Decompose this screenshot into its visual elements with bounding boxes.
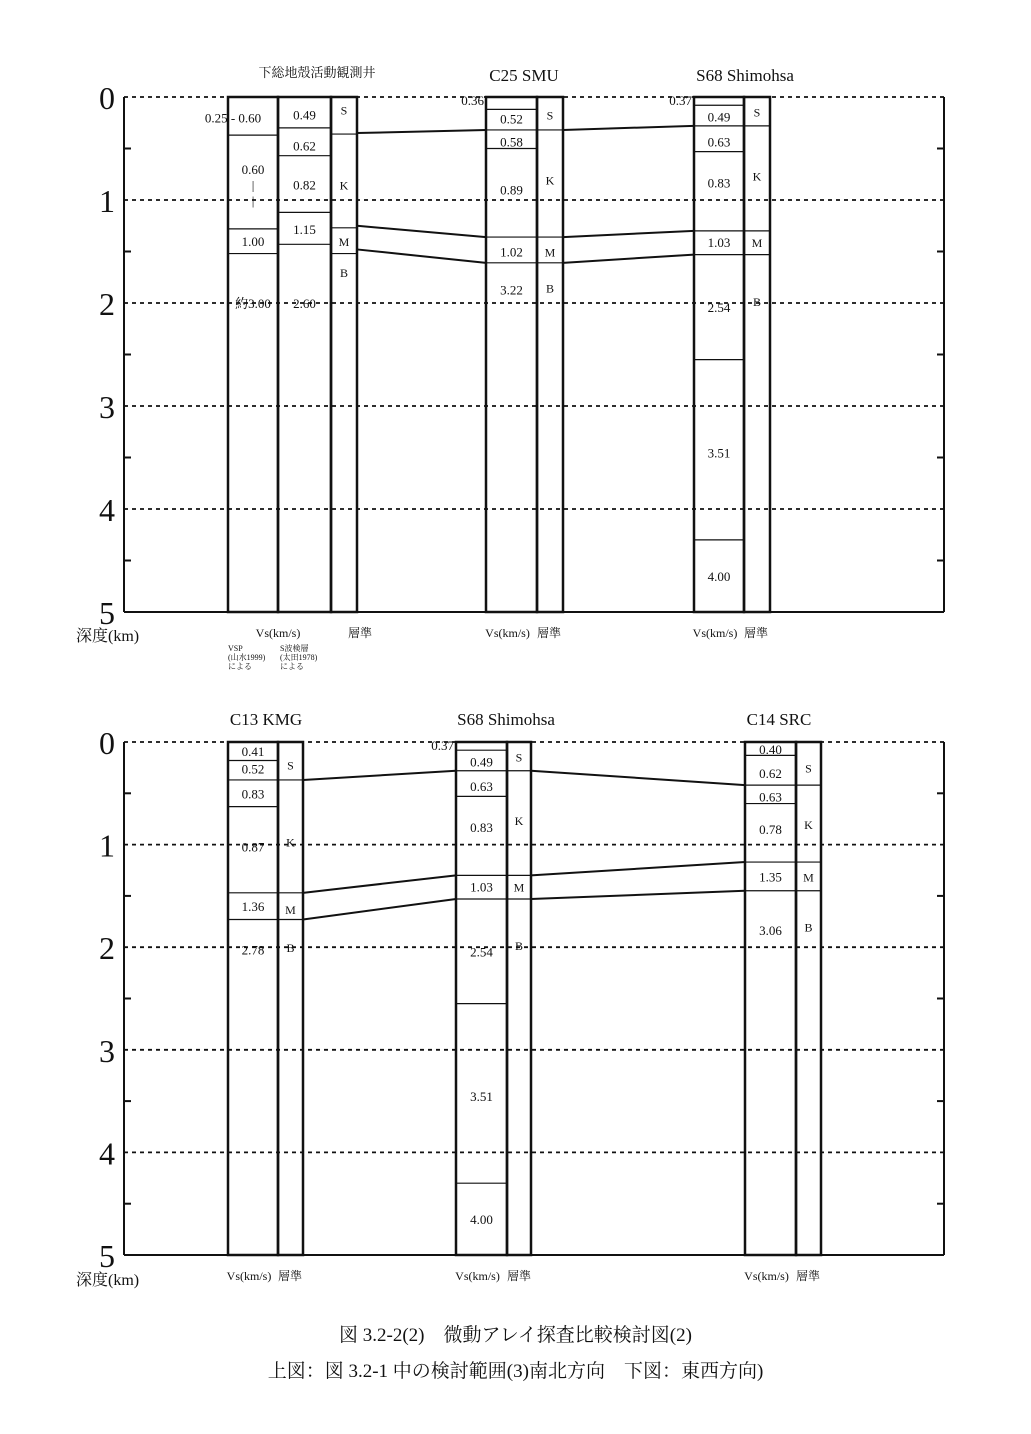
- vs-value-label: 2.78: [241, 942, 265, 958]
- vs-value-label: 0.60: [241, 162, 265, 178]
- source-note: (山水1999): [228, 653, 266, 662]
- depth-tick-label: 3: [99, 389, 115, 425]
- vs-value-label: 0.63: [759, 789, 782, 805]
- vs-value-label: 0.62: [293, 138, 316, 154]
- layer-axis-footer: 層準: [506, 1269, 532, 1283]
- well-title: S68 Shimohsa: [457, 710, 555, 729]
- depth-tick-label: 0: [99, 725, 115, 761]
- horizon-correlation-line: [531, 862, 745, 875]
- vs-value-label: 1.03: [470, 879, 493, 895]
- vs-axis-footer: Vs(km/s): [485, 626, 530, 640]
- surface-layer-value: 0.37: [669, 93, 692, 108]
- horizon-correlation-line: [563, 231, 694, 237]
- vs-column-frame: [456, 742, 507, 1255]
- vs-value-label: 0.63: [707, 134, 731, 150]
- vs-axis-footer: Vs(km/s): [226, 1269, 272, 1283]
- depth-tick-label: 4: [99, 492, 115, 528]
- vs-value-label: 0.63: [470, 779, 493, 795]
- vs-value-label: 0.78: [759, 822, 782, 838]
- depth-tick-label: 5: [99, 1238, 115, 1274]
- vs-value-label: 0.83: [241, 786, 265, 802]
- layer-name-label: S: [546, 108, 554, 123]
- layer-column-frame: [278, 742, 303, 1255]
- depth-tick-label: 2: [99, 286, 115, 322]
- layer-name-label: M: [544, 245, 556, 260]
- vs-column-frame: [486, 97, 537, 612]
- horizon-correlation-line: [303, 875, 456, 892]
- layer-column-frame: [331, 97, 357, 612]
- layer-axis-footer: 層準: [743, 626, 769, 640]
- vs-value-label: 0.87: [241, 839, 265, 855]
- layer-name-label: K: [545, 173, 555, 188]
- layer-name-label: S: [753, 105, 761, 120]
- vs-value-label: 1.00: [241, 234, 265, 250]
- vs-value-label: 4.00: [707, 568, 731, 584]
- vs-column-frame: [694, 97, 744, 612]
- vs-value-label: 3.22: [500, 282, 523, 298]
- source-note: (太田1978): [280, 653, 318, 662]
- vs-value-label: 0.83: [470, 820, 493, 836]
- vs-value-label: 0.41: [241, 744, 265, 760]
- vs-value-label: |: [251, 193, 255, 208]
- depth-tick-label: 4: [99, 1135, 115, 1172]
- layer-name-label: B: [514, 939, 524, 954]
- layer-axis-footer: 層準: [277, 1269, 303, 1283]
- vs-axis-footer: Vs(km/s): [692, 626, 738, 640]
- layer-name-label: B: [545, 281, 555, 296]
- vs-value-label: 4.00: [470, 1212, 493, 1228]
- vs-value-label: 0.83: [707, 175, 731, 191]
- vs-value-label: 0.89: [500, 182, 523, 198]
- horizon-correlation-line: [357, 130, 486, 133]
- layer-name-label: S: [515, 750, 523, 765]
- layer-name-label: B: [286, 941, 295, 956]
- vs-value-label: |: [251, 177, 255, 193]
- layer-name-label: M: [803, 870, 814, 885]
- depth-tick-label: 1: [99, 827, 115, 864]
- well-title: C13 KMG: [229, 710, 303, 729]
- layer-name-label: K: [804, 818, 813, 833]
- source-note: による: [280, 662, 304, 671]
- caption-line-2: 上図：図 3.2-1 中の検討範囲(3)南北方向 下図：東西方向): [267, 1361, 764, 1382]
- caption-line-1: 図 3.2-2(2) 微動アレイ探査比較検討図(2): [339, 1325, 692, 1346]
- vs-column-frame: [278, 97, 331, 612]
- vs-value-label: 3.06: [759, 922, 782, 938]
- layer-name-label: B: [339, 266, 349, 281]
- source-note: による: [228, 662, 252, 671]
- layer-name-label: S: [287, 758, 294, 773]
- layer-name-label: K: [339, 178, 349, 193]
- surface-layer-value: 0.36: [461, 93, 484, 108]
- vs-value-label: 1.15: [293, 221, 316, 237]
- horizon-correlation-line: [303, 771, 456, 780]
- vs-value-label: 0.25 - 0.60: [204, 110, 262, 126]
- vs-value-label: 3.51: [707, 445, 731, 461]
- vs-axis-footer: Vs(km/s): [255, 626, 301, 640]
- depth-axis-title: 深度(km): [76, 628, 140, 645]
- surface-layer-value: 0.37: [431, 738, 454, 753]
- well-title: 下総地殻活動観測井: [258, 65, 376, 80]
- depth-axis-title: 深度(km): [76, 1272, 140, 1289]
- vs-value-label: 1.03: [707, 235, 731, 251]
- source-note: VSP: [228, 644, 243, 653]
- vs-column-frame: [745, 742, 796, 1255]
- well-title: C14 SRC: [746, 710, 812, 729]
- vs-value-label: 3.51: [470, 1088, 493, 1104]
- vs-value-label: 約3.00: [235, 296, 271, 311]
- vs-value-label: 2.54: [470, 944, 493, 960]
- depth-tick-label: 1: [99, 183, 115, 219]
- horizon-correlation-line: [357, 226, 486, 237]
- layer-name-label: M: [751, 236, 763, 251]
- horizon-correlation-line: [303, 899, 456, 920]
- vs-value-label: 1.35: [759, 869, 782, 885]
- vs-value-label: 2.54: [707, 300, 731, 316]
- vs-value-label: 0.82: [293, 177, 316, 193]
- layer-name-label: B: [752, 294, 762, 309]
- layer-name-label: M: [338, 235, 350, 250]
- layer-name-label: S: [340, 103, 348, 118]
- vs-column-frame: [228, 742, 278, 1255]
- vs-value-label: 0.40: [759, 742, 782, 758]
- layer-axis-footer: 層準: [347, 626, 373, 640]
- vs-value-label: 1.36: [241, 899, 265, 915]
- horizon-correlation-line: [563, 255, 694, 263]
- well-title: C25 SMU: [489, 66, 559, 85]
- horizon-correlation-line: [531, 891, 745, 899]
- layer-axis-footer: 層準: [795, 1269, 821, 1283]
- layer-name-label: K: [286, 835, 295, 850]
- vs-value-label: 2.60: [293, 296, 316, 311]
- depth-tick-label: 0: [99, 80, 115, 116]
- well-title: S68 Shimohsa: [696, 66, 794, 85]
- layer-name-label: K: [752, 169, 762, 184]
- horizon-correlation-line: [531, 771, 745, 785]
- vs-value-label: 0.62: [759, 765, 782, 781]
- vs-axis-footer: Vs(km/s): [455, 1269, 500, 1283]
- vs-value-label: 0.52: [500, 111, 523, 127]
- depth-tick-label: 5: [99, 595, 115, 631]
- vs-value-label: 0.49: [470, 754, 493, 770]
- layer-name-label: B: [804, 920, 813, 935]
- horizon-correlation-line: [563, 126, 694, 130]
- depth-tick-label: 2: [99, 930, 115, 967]
- horizon-correlation-line: [357, 249, 486, 262]
- depth-tick-label: 3: [99, 1032, 115, 1069]
- vs-value-label: 0.49: [707, 109, 731, 125]
- vs-value-label: 0.52: [241, 761, 265, 777]
- layer-name-label: M: [513, 880, 525, 895]
- vs-value-label: 0.58: [500, 134, 523, 150]
- vs-value-label: 1.02: [500, 244, 523, 260]
- layer-name-label: S: [805, 761, 812, 776]
- layer-name-label: K: [514, 813, 524, 828]
- vs-value-label: 0.49: [293, 107, 316, 123]
- layer-name-label: M: [285, 903, 296, 918]
- vs-axis-footer: Vs(km/s): [744, 1269, 789, 1283]
- layer-axis-footer: 層準: [536, 626, 562, 640]
- source-note: S波検層: [280, 644, 309, 653]
